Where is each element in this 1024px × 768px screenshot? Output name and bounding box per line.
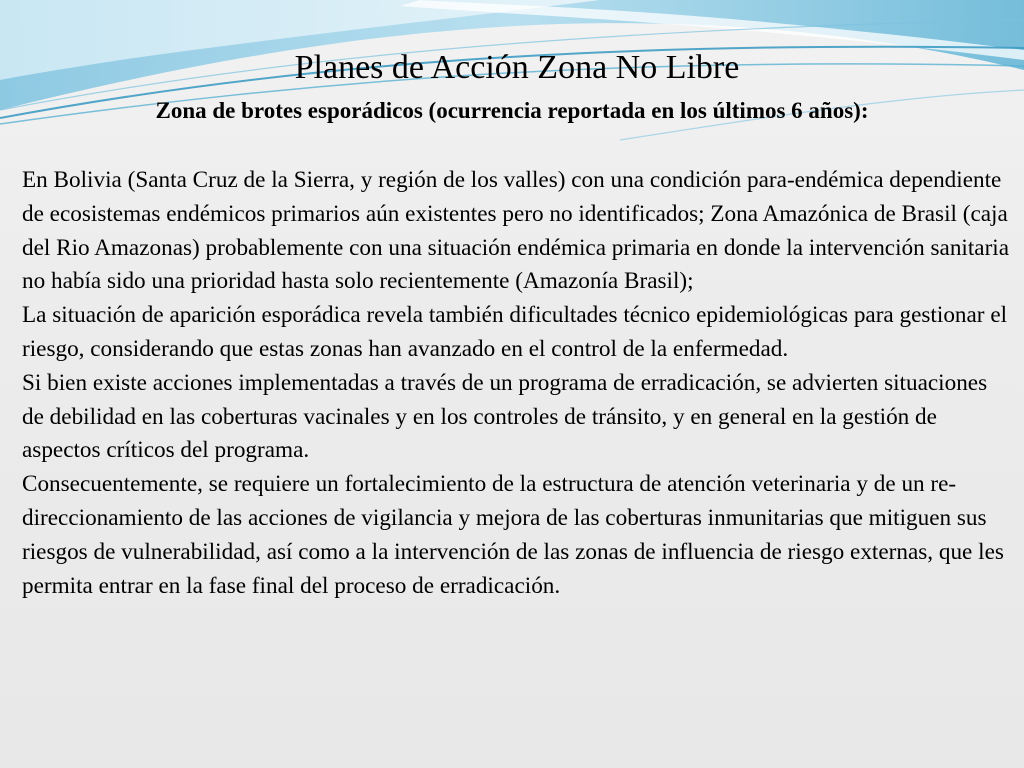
paragraph-bolivia-brasil: En Bolivia (Santa Cruz de la Sierra, y región de los valles) con una condición para-endémica dependiente de ecosistemas endémicos primarios aún existentes pero no identificados; Zona Amazónica de Brasil (caja del Rio Amazonas) probablemente con una situación endémica primaria en donde la intervención sanitaria no había sido una prioridad hasta solo recientemente (Amazonía Brasil); xyxy=(22,167,1010,295)
slide-subtitle: Zona de brotes esporádicos (ocurrencia reportada en los últimos 6 años): xyxy=(155,98,869,123)
paragraph-consecuentemente: Consecuentemente, se requiere un fortalecimiento de la estructura de atención veterinaria y de un re-direccionamiento de las acciones de vigilancia y mejora de las coberturas inmunitarias que mitiguen sus riesgos de vulnerabilidad, así como a la intervención de las zonas de influencia de riesgo externas, que les permita entrar en la fase final del proceso de erradicación. xyxy=(22,471,1004,599)
paragraph-acciones-implementadas: Si bien existe acciones implementadas a través de un programa de erradicación, se advierten situaciones de debilidad en las coberturas vacinales y en los controles de tránsito, y en general en la gestión de aspectos críticos del programa. xyxy=(22,369,988,464)
paragraph-aparicion-esporadica: La situación de aparición esporádica revela también dificultades técnico epidemiológicas para gestionar el riesgo, considerando que estas zonas han avanzado en el control de la enfermedad. xyxy=(22,302,1008,362)
slide-body xyxy=(22,164,1012,603)
slide-title: Planes de Acción Zona No Libre xyxy=(294,49,740,86)
